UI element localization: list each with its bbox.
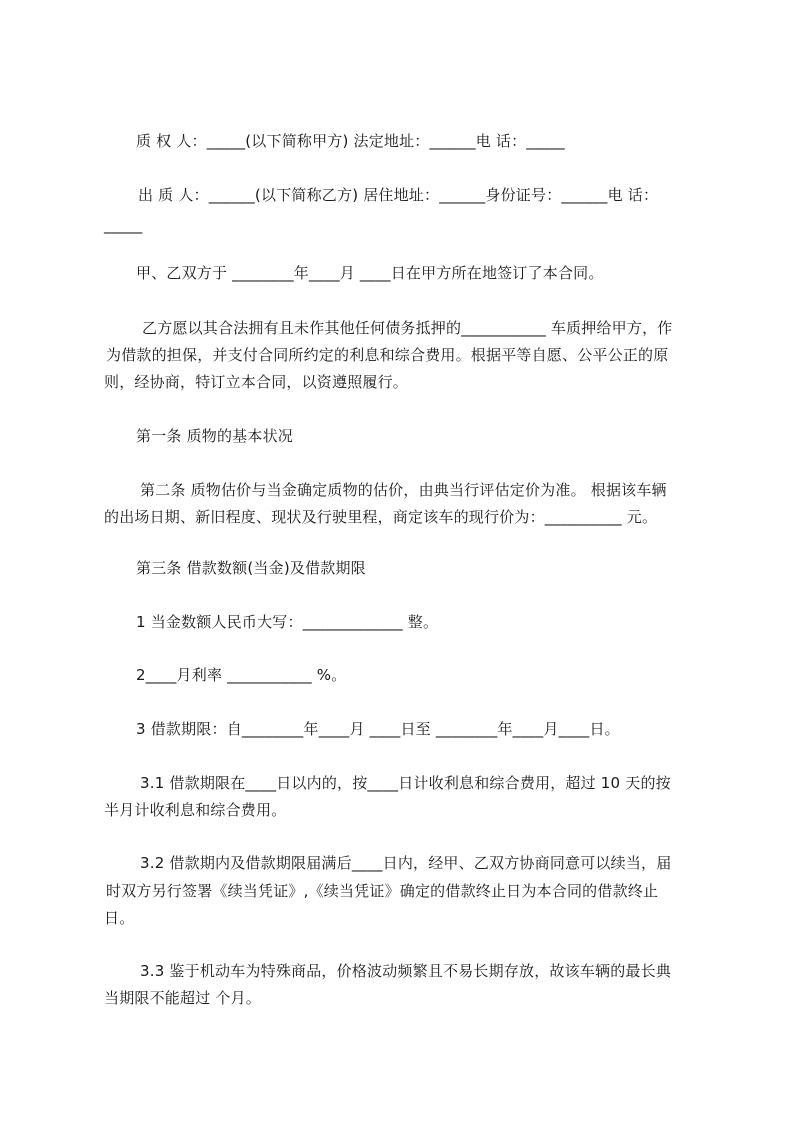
signing-line: 甲、乙双方于 ________年____月 ____日在甲方所在地签订了本合同。 <box>136 264 604 282</box>
pledgee-line: 质 权 人：_____(以下简称甲方) 法定地址：______电 话：_____ <box>136 132 565 150</box>
pledgor-line-continued: _____ <box>104 216 143 234</box>
item-3-2-line-2: 时双方另行签署《续当凭证》,《续当凭证》确定的借款终止日为本合同的借款终止 <box>106 882 659 900</box>
item-3-3-line-2: 当期限不能超过 个月。 <box>104 989 261 1007</box>
item-3-2-line-1: 3.2 借款期内及借款期限届满后____日内，经甲、乙双方协商同意可以续当，届 <box>140 854 672 872</box>
preamble-line-2: 为借款的担保，并支付合同所约定的利息和综合费用。根据平等自愿、公平公正的原 <box>106 346 669 364</box>
item-3-2-line-3: 日。 <box>104 909 135 927</box>
pledgor-line: 出 质 人：______(以下简称乙方) 居住地址：______身份证号：______电 话： <box>138 186 659 204</box>
preamble-line-3: 则，经协商，特订立本合同，以资遵照履行。 <box>104 373 409 391</box>
item-3-1-line-2: 半月计收利息和综合费用。 <box>104 801 287 819</box>
item-3: 3 借款期限：自________年____月 ____日至 ________年____月____日。 <box>136 720 620 738</box>
article-3-heading: 第三条 借款数额(当金)及借款期限 <box>136 559 366 577</box>
item-3-3-line-1: 3.3 鉴于机动车为特殊商品，价格波动频繁且不易长期存放，故该车辆的最长典 <box>140 962 672 980</box>
preamble-line-1: 乙方愿以其合法拥有且未作其他任何债务抵押的___________ 车质押给甲方，作 <box>142 319 673 337</box>
article-2-line-2: 的出场日期、新旧程度、现状及行驶里程，商定该车的现行价为：__________ 元。 <box>104 508 658 526</box>
article-2-line-1: 第二条 质物估价与当金确定质物的估价，由典当行评估定价为准。 根据该车辆 <box>140 481 667 499</box>
article-1-heading: 第一条 质物的基本状况 <box>136 427 293 445</box>
item-3-1-line-1: 3.1 借款期限在____日以内的，按____日计收利息和综合费用，超过 10 天的按 <box>140 774 671 792</box>
item-2: 2____月利率 ___________ %。 <box>136 666 347 684</box>
item-1: 1 当金数额人民币大写：_____________ 整。 <box>136 613 439 631</box>
